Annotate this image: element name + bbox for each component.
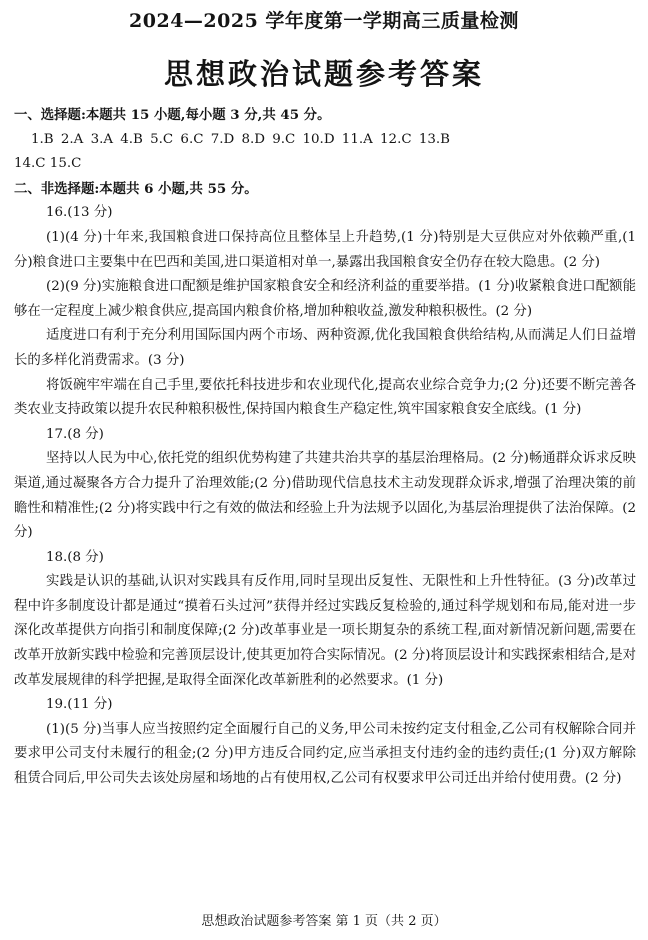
section-heading-nonchoice: 二、非选择题:本题共 6 小题,共 55 分。 (14, 180, 258, 197)
answer-paragraph: 适度进口有利于充分利用国际国内两个市场、两种资源,优化我国粮食供给结构,从而满足人们日益增长的多样化消费需求。(3 分) (14, 328, 636, 368)
question-18-label: 18.(8 分) (46, 549, 104, 565)
document-title: 思想政治试题参考答案 (163, 57, 484, 91)
question-17-label: 17.(8 分) (46, 426, 104, 442)
section-heading-choice: 一、选择题:本题共 15 小题,每小题 3 分,共 45 分。 (14, 107, 331, 123)
answer-paragraph: 将饭碗牢牢端在自己手里,要依托科技进步和农业现代化,提高农业综合竞争力;(2 分)还要不断完善各类农业支持政策以提升农民种粮积极性,保持国内粮食生产稳定性,筑牢国家粮食安全底线。(1 分) (14, 377, 636, 418)
answer-paragraph: (1)(4 分)十年来,我国粮食进口保持高位且整体呈上升趋势,(1 分)特别是大豆供应对外依赖严重,(1 分)粮食进口主要集中在巴西和美国,进口渠道相对单一,暴露出我国粮食安全仍存在较大隐患。(2 分) (14, 229, 636, 270)
page-footer: 思想政治试题参考答案 第 1 页（共 2 页） (201, 914, 447, 929)
answer-paragraph: (1)(5 分)当事人应当按照约定全面履行自己的义务,甲公司未按约定支付租金,乙公司有权解除合同并要求甲公司支付未履行的租金;(2 分)甲方违反合同约定,应当承担支付违约金的违约责任;(1 分)双方解除租赁合同后,甲公司失去该处房屋和场地的占有使用权,乙公司有权要求甲公司迁出并给付使用费。(2 分) (14, 721, 636, 787)
question-19-label: 19.(11 分) (46, 697, 113, 713)
exam-header: 2024—2025 学年度第一学期高三质量检测 (129, 10, 519, 32)
question-16-label: 16.(13 分) (46, 205, 113, 221)
choice-answers-row1: 1.B 2.A 3.A 4.B 5.C 6.C 7.D 8.D 9.C 10.D 11.A 12.C 13.B (31, 131, 450, 147)
answer-paragraph: 实践是认识的基础,认识对实践具有反作用,同时呈现出反复性、无限性和上升性特征。(3 分)改革过程中许多制度设计都是通过“摸着石头过河”获得并经过实践反复检验的,通过科学规划和布局,能对进一步深化改革提供方向指引和制度保障;(2 分)改革事业是一项长期复杂的系统工程,面对新情况新问题,需要在改革开放新实践中检验和完善顶层设计,使其更加符合实际情况。(2 分)将顶层设计和实践探索相结合,是对改革发展规律的科学把握,是取得全面深化改革新胜利的必然要求。(1 分) (14, 574, 636, 688)
choice-answers-row2: 14.C 15.C (14, 156, 82, 172)
answer-paragraph: 坚持以人民为中心,依托党的组织优势构建了共建共治共享的基层治理格局。(2 分)畅通群众诉求反映渠道,通过凝聚各方合力提升了治理效能;(2 分)借助现代信息技术主动发现群众诉求,增强了治理决策的前瞻性和精准性;(2 分)将实践中行之有效的做法和经验上升为法规予以固化,为基层治理提供了法治保障。(2 分) (14, 451, 636, 541)
answer-paragraph: (2)(9 分)实施粮食进口配额是维护国家粮食安全和经济利益的重要举措。(1 分)收紧粮食进口配额能够在一定程度上减少粮食供应,提高国内粮食价格,增加种粮收益,激发种粮积极性。(2 分) (14, 279, 636, 319)
answer-body (14, 103, 636, 792)
